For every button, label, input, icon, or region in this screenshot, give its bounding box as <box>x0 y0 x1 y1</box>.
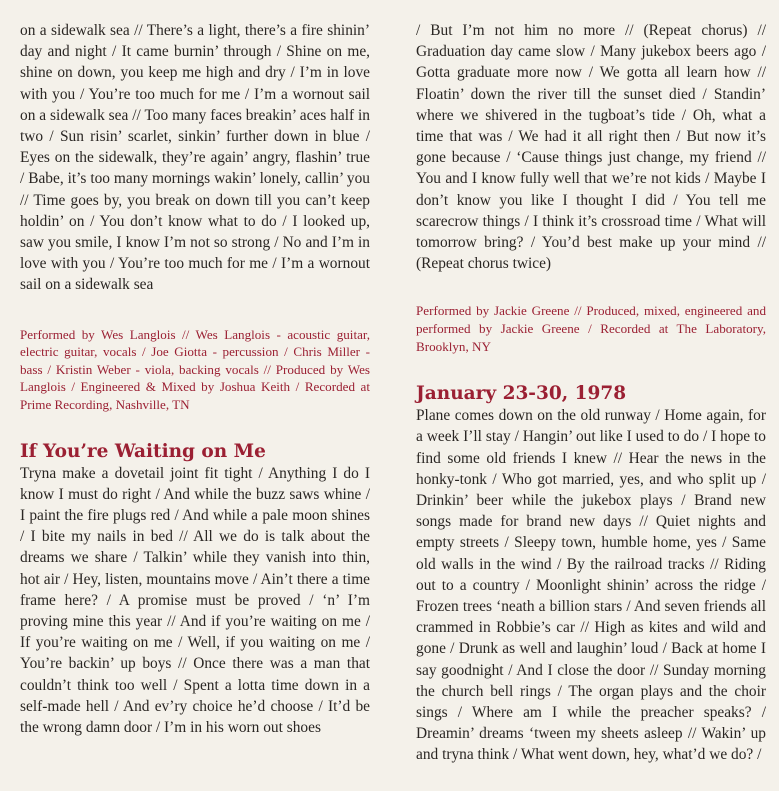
lyrics-if-youre-waiting-on-me-continued: / But I’m not him no more // (Repeat chorus) // Graduation day came slow / Many jukebox beers ago / Gotta graduate more now / We gotta all learn how // Floatin’ down the river till the sunset died / Standin’ where we shivered in the tugboat’s tide / Oh, what a time that was / We had it all right then / But now it’s gone because / ‘Cause things just change, my friend // You and I know fully well that we’re not kids / Maybe I don’t know you like I thought I did / You tell me scarecrow things / I think it’s crossroad time / What will tomorrow bring? / You’d best make up your mind // (Repeat chorus twice) <box>416 22 766 273</box>
lyrics-sidewalk-sea-continued: on a sidewalk sea // There’s a light, there’s a fire shinin’ day and night / It came burnin’ through / Shine on me, shine on down, you keep me high and dry / I’m in love with you / You’re too much for me / I’m a wornout sail on a sidewalk sea // Too many faces breakin’ aces half in two / Sun risin’ scarlet, sinkin’ further down in blue / Eyes on the sidewalk, they’re again’ angry, flashin’ true / Babe, it’s too many mornings wakin’ lonely, callin’ you // Time goes by, you break on down till you can’t keep holdin’ on / You don’t know what to do / I looked up, saw you smile, I know I’m not so strong / No and I’m in love with you / You’re too much for me / I’m a wornout sail on a sidewalk sea <box>20 22 370 294</box>
song-title-if-youre-waiting-on-me: If You’re Waiting on Me <box>20 440 266 462</box>
lyrics-january-23-30-1978: Plane comes down on the old runway / Home again, for a week I’ll stay / Hangin’ out like I used to do / I hope to find some old friends I knew // Hear the news in the honky-tonk / Who got married, yes, and who split up / Drinkin’ beer while the jukebox plays / Brand new songs made for brand new days // Quiet nights and empty streets / Sleepy town, humble home, yes / Same old walls in the wind / By the railroad tracks // Riding out to a country / Moonlight shinin’ across the ridge / Frozen trees ‘neath a billion stars / And seven friends all crammed in Robbie’s car // High as kites and wild and gone / Drunk as well and laughin’ loud / Back at home I say goodnight / And I close the door // Sunday morning the church bell rings / The organ plays and the choir sings / Where am I while the preacher speaks? / Dreamin’ dreams ‘tween my sheets asleep // Wakin’ up and tryna think / What went down, hey, what’d we do? / <box>416 407 766 764</box>
credits-wes-langlois: Performed by Wes Langlois // Wes Langlois - acoustic guitar, electric guitar, vocals / Joe Giotta - percussion / Chris Miller - bass / Kristin Weber - viola, backing vocals // Produced by Wes Langlois / Engineered & Mixed by Joshua Keith / Recorded at Prime Recording, Nashville, TN <box>20 326 370 413</box>
song-title-january-23-30-1978: January 23-30, 1978 <box>416 383 627 405</box>
credits-jackie-greene: Performed by Jackie Greene // Produced, mixed, engineered and performed by Jackie Greene / Recorded at The Laboratory, Brooklyn, NY <box>416 303 766 354</box>
lyrics-if-youre-waiting-on-me: Tryna make a dovetail joint fit tight / Anything I do I know I must do right / And while the buzz saws whine / I paint the fire plugs red / And while a pale moon shines / I bite my nails in bed // All we do is talk about the dreams we share / Talkin’ while they vanish into thin, hot air / Hey, listen, mountains move / Ain’t there a time frame here? / A promise must be proved / ‘n’ I’m proving mine this year // And if you’re waiting on me / If you’re waiting on me / Well, if you waiting on me / You’re backin’ up boys // Once there was a man that couldn’t think too well / Spent a lotta time down in a self-made hell / And ev’ry choice he’d choose / It’d be the wrong damn door / I’m in his worn out shoes <box>20 464 370 737</box>
right-column <box>416 20 766 766</box>
left-column <box>20 20 370 738</box>
